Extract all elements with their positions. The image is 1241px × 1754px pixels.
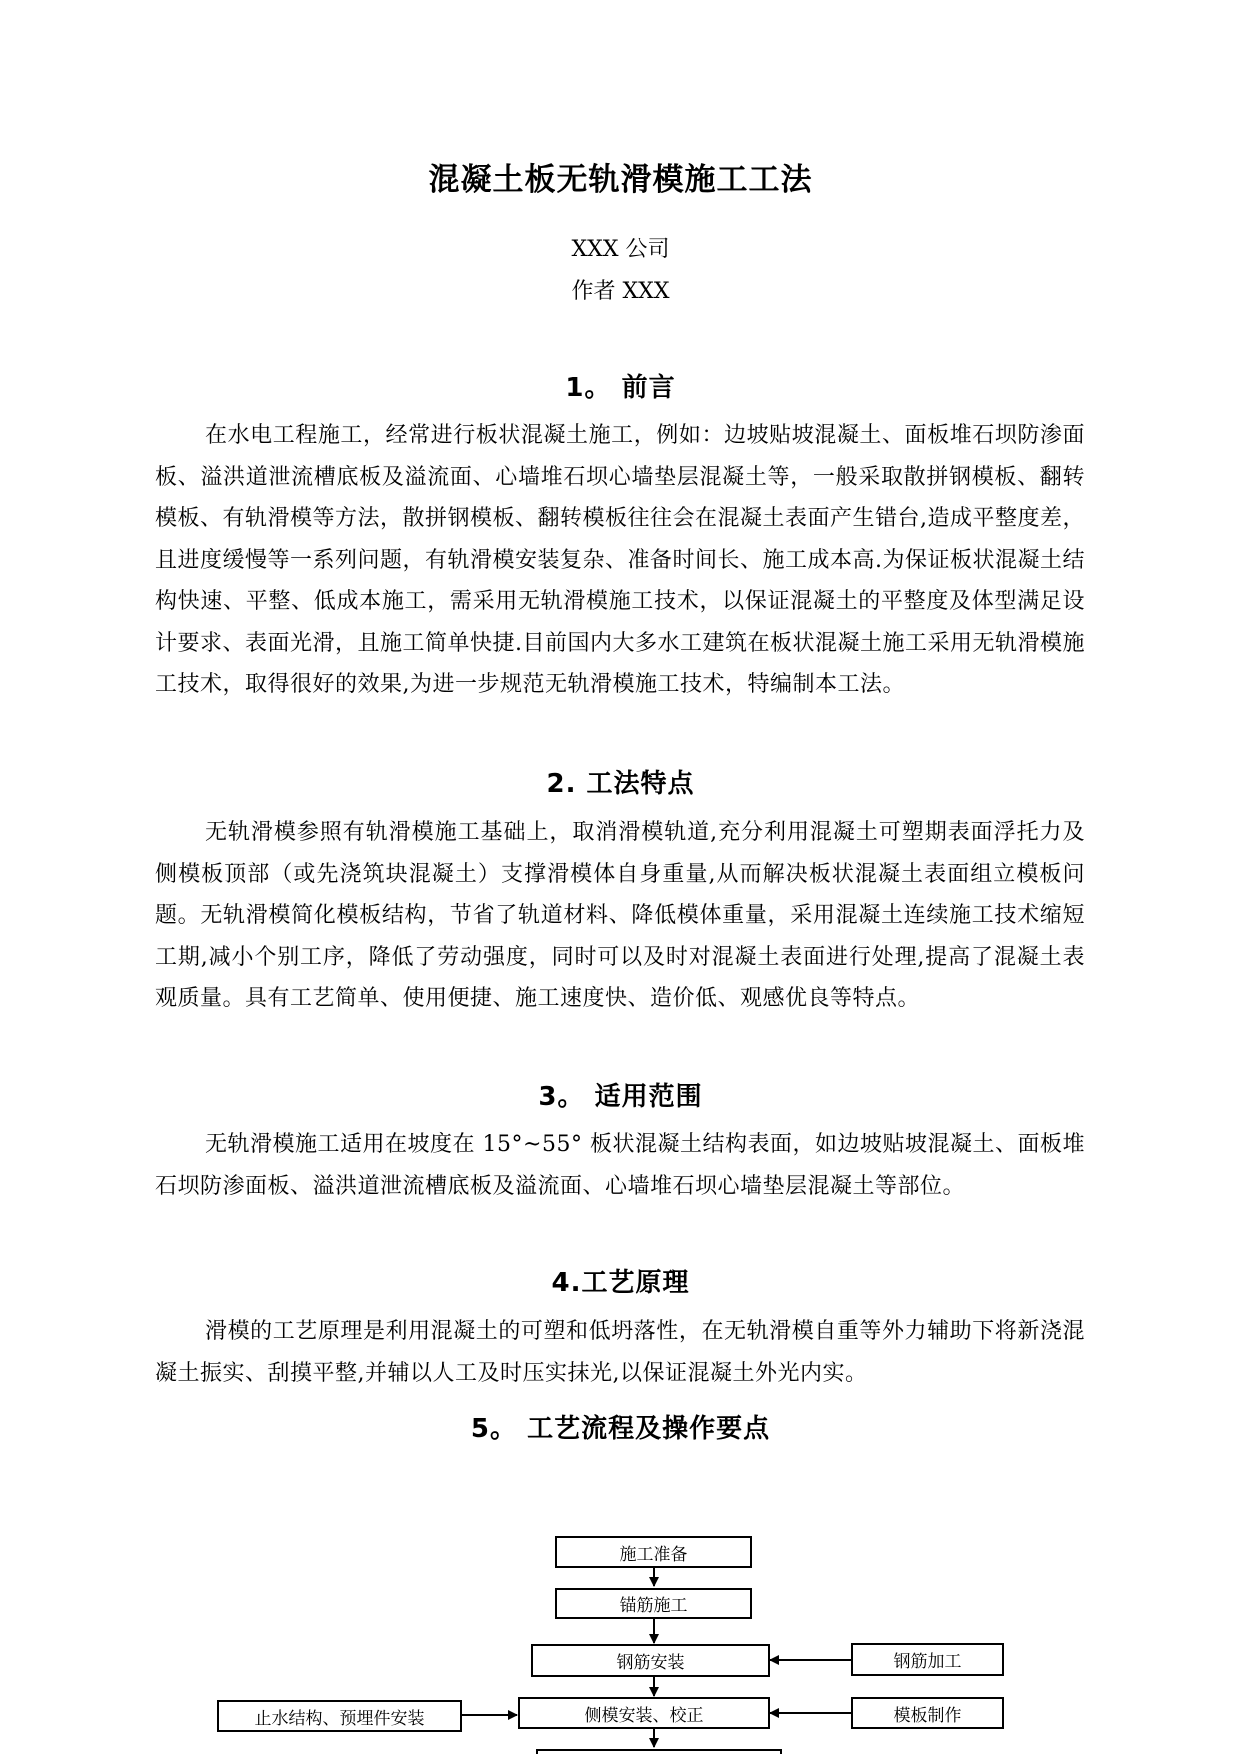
section-paragraph-1: 在水电工程施工，经常进行板状混凝土施工，例如：边坡贴坡混凝土、面板堆石坝防渗面板、溢洪道泄流槽底板及溢流面、心墙堆石坝心墙垫层混凝土等，一般采取散拼钢模板、翻转模板、有轨滑模等方法，散拼钢模板、翻转模板往往会在混凝土表面产生错台,造成平整度差，且进度缓慢等一系列问题，有轨滑模安装复杂、准备时间长、施工成本高.为保证板状混凝土结构快速、平整、低成本施工，需采用无轨滑模施工技术，以保证混凝土的平整度及体型满足设计要求、表面光滑，且施工简单快捷.目前国内大多水工建筑在板状混凝土施工采用无轨滑模施工技术，取得很好的效果,为进一步规范无轨滑模施工技术，特编制本工法。 — [155, 423, 1085, 697]
flowchart-step-rebar-process: 钢筋加工 — [851, 1643, 1004, 1676]
flowchart-step-side-formwork: 侧模安装、校正 — [518, 1697, 770, 1729]
section-heading-5: 5。 工艺流程及操作要点 — [470, 1414, 771, 1444]
flowchart-step-anchor: 锚筋施工 — [555, 1588, 752, 1619]
author-line: 作者 XXX — [571, 279, 670, 304]
section-heading-4: 4.工艺原理 — [551, 1268, 690, 1298]
section-heading-3: 3。 适用范围 — [538, 1082, 703, 1112]
flowchart-step-waterstop: 止水结构、预埋件安装 — [217, 1700, 462, 1732]
flowchart-step-rebar-install: 钢筋安装 — [531, 1644, 770, 1677]
company-line: XXX 公司 — [571, 237, 670, 262]
section-paragraph-2: 无轨滑模参照有轨滑模施工基础上，取消滑模轨道,充分利用混凝土可塑期表面浮托力及侧模板顶部（或先浇筑块混凝土）支撑滑模体自身重量,从而解决板状混凝土表面组立模板问题。无轨滑模简化模板结构，节省了轨道材料、降低模体重量，采用混凝土连续施工技术缩短工期,减小个别工序，降低了劳动强度，同时可以及时对混凝土表面进行处理,提高了混凝土表观质量。具有工艺简单、使用便捷、施工速度快、造价低、观感优良等特点。 — [155, 820, 1085, 1011]
section-paragraph-4: 滑模的工艺原理是利用混凝土的可塑和低坍落性，在无轨滑模自重等外力辅助下将新浇混凝土振实、刮摸平整,并辅以人工及时压实抹光,以保证混凝土外光内实。 — [155, 1319, 1085, 1386]
flowchart-step-formwork-make: 模板制作 — [851, 1697, 1004, 1729]
flowchart-step-prepare: 施工准备 — [555, 1536, 752, 1568]
section-heading-2: 2. 工法特点 — [546, 769, 695, 799]
document-title: 混凝土板无轨滑模施工工法 — [428, 162, 813, 198]
section-paragraph-3: 无轨滑模施工适用在坡度在 15°~55° 板状混凝土结构表面，如边坡贴坡混凝土、面板堆石坝防渗面板、溢洪道泄流槽底板及溢流面、心墙堆石坝心墙垫层混凝土等部位。 — [155, 1132, 1085, 1199]
flowchart-next-box-edge — [537, 1750, 781, 1754]
section-heading-1: 1。 前言 — [565, 373, 676, 403]
